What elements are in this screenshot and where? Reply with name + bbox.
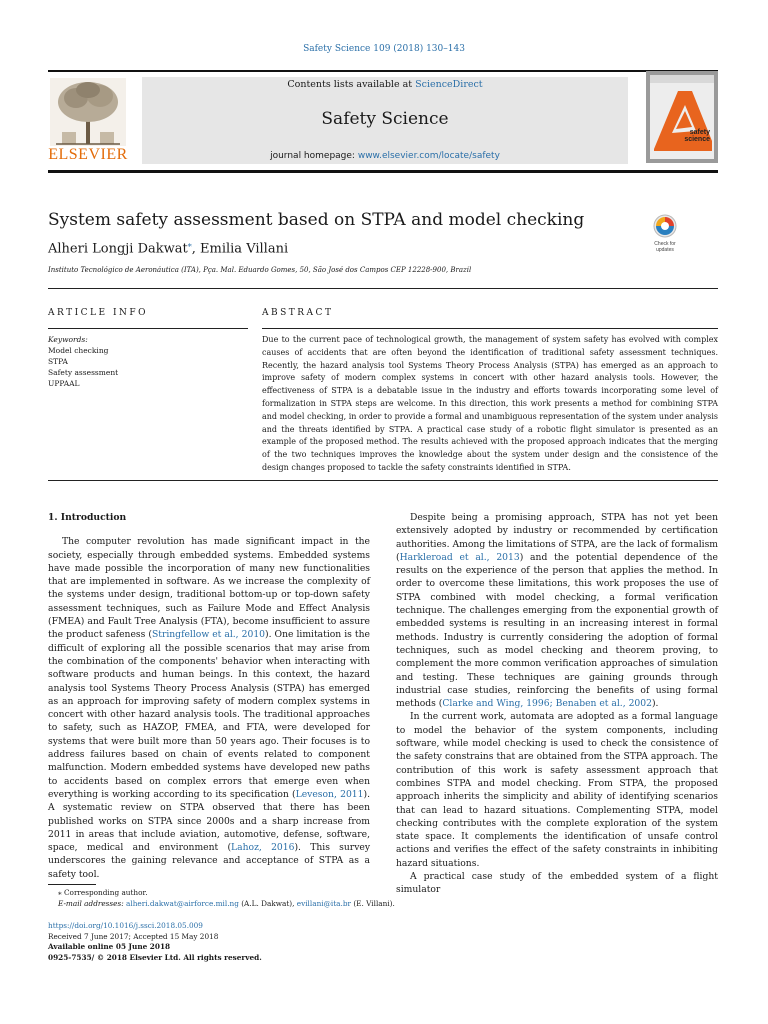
paragraph-text: ). xyxy=(651,698,659,710)
check-for-updates-icon xyxy=(648,214,682,238)
received-dates: Received 7 June 2017; Accepted 15 May 2018 xyxy=(48,932,219,941)
article-title: System safety assessment based on STPA and model checking xyxy=(48,210,585,230)
keyword-item: Model checking xyxy=(48,346,109,355)
abstract-text: Due to the current pace of technological growth, the management of system safety has evolved with complex causes of accidents that are often beyond the identification of traditional safety assessment techniques. Recently, the hazard analysis tool Systems Theory Process Analysis (STPA) has emerged as an approach to improve safety of modern complex systems in concert with other hazard analysis tools. However, the effectiveness of STPA is a debatable issue in the industry and efforts towards incorporating some level of formalization in STPA steps are welcome. In this direction, this work presents a method for combining STPA and model checking, in order to provide a formal and unambiguous representation of the system under analysis and the threats identified by STPA. A practical case study of a robotic flight simulator is presented as an example of the proposed method. The results achieved with the proposed approach indicates that the merging of the two techniques improves the knowledge about the system under design and the consistence of the design changes proposed to tackle the safety constraints identified in STPA. xyxy=(262,335,718,472)
header-bottom-rule xyxy=(48,170,718,173)
abstract-heading: ABSTRACT xyxy=(262,308,334,318)
journal-reference-link[interactable]: Safety Science 109 (2018) 130–143 xyxy=(303,44,465,54)
keyword-item: STPA xyxy=(48,357,68,366)
citation-link[interactable]: Stringfellow et al., 2010 xyxy=(151,629,266,641)
email-label: E-mail addresses: xyxy=(58,899,127,908)
keyword-item: UPPAAL xyxy=(48,379,80,388)
body-paragraph xyxy=(48,535,370,881)
title-divider xyxy=(48,288,718,289)
abstract-divider xyxy=(48,480,718,481)
corresponding-author-note: ⁎ Corresponding author. xyxy=(58,888,148,897)
journal-name: Safety Science xyxy=(321,109,449,129)
check-for-updates-badge[interactable] xyxy=(648,214,682,253)
citation-link[interactable]: Harkleroad et al., 2013 xyxy=(399,551,520,563)
homepage-link[interactable]: www.elsevier.com/locate/safety xyxy=(357,151,500,161)
sciencedirect-link[interactable]: ScienceDirect xyxy=(415,79,483,90)
paragraph-text: ). One limitation is the difficult of exploring all the possible scenarios that may arise from the combination of the components' behavior when interacting with software products and human beings. In this context, the hazard analysis tool Systems Theory Process Analysis (STPA) has emerged as an approach for improving safety of modern complex systems in concert with other hazard analysis tools. The traditional approaches to safety, such as HAZOP, FMEA, and FTA, were developed for systems that were built more than 50 years ago. Their focuses is to address failures based on chain of events related to component malfunction. Modern embedded systems have developed new paths to accidents based on complex errors that emerge even when everything is working according to its specification ( xyxy=(48,629,370,800)
paragraph-text: The computer revolution has made significant impact in the society, especially through embedded systems. Embedded systems have made possible the incorporation of many new functionalities that are implemented in software. As we increase the complexity of the systems under design, traditional bottom-up or top-down safety assessment techniques, such as Failure Mode and Effect Analysis (FMEA) and Fault Tree Analysis (FTA), become insufficient to assure the product safeness ( xyxy=(48,536,370,641)
author-affiliation: Instituto Tecnológico de Aeronáutica (ITA), Pça. Mal. Eduardo Gomes, 50, São José dos Campos CEP 12228-900, Brazil xyxy=(48,266,472,274)
article-info-heading: ARTICLE INFO xyxy=(48,308,149,318)
elsevier-wordmark: ELSEVIER xyxy=(48,146,128,163)
citation-link[interactable]: Leveson, 2011 xyxy=(295,788,364,800)
author-name: Alheri Longji Dakwat xyxy=(48,241,188,257)
email-line xyxy=(58,899,395,910)
doi-link[interactable]: https://doi.org/10.1016/j.ssci.2018.05.009 xyxy=(48,921,203,930)
author-name: Emilia Villani xyxy=(200,241,289,257)
contents-prefix: Contents lists available at xyxy=(287,79,416,90)
keywords-block xyxy=(48,334,118,389)
journal-homepage-line xyxy=(142,151,628,161)
homepage-prefix: journal homepage: xyxy=(270,151,358,161)
paragraph-text: ). This survey underscores the gaining relevance and acceptance of STPA as a safety tool. xyxy=(48,842,371,880)
paragraph-text: ). A systematic review on STPA observed that there has been published works on STPA since 2000s and a sharp increase from 2011 in areas that include aviation, automotive, defense, software, space, medical and environment ( xyxy=(48,788,370,854)
author-list xyxy=(48,240,288,256)
available-online: Available online 05 June 2018 xyxy=(48,942,171,951)
safety-science-cover-icon xyxy=(646,71,718,163)
email-link[interactable]: alheri.dakwat@airforce.mil.ng xyxy=(126,899,239,908)
body-right-column xyxy=(396,511,718,897)
citation-link[interactable]: Lahoz, 2016 xyxy=(231,842,295,854)
header-top-rule xyxy=(48,70,718,72)
keyword-item: Safety assessment xyxy=(48,368,119,377)
cover-title xyxy=(684,129,710,143)
paragraph-text: Despite being a promising approach, STPA has not yet been extensively adopted by industry or recommended by certification authorities. Among the limitations of STPA, are the lack of formalism ( xyxy=(396,512,718,563)
body-left-column xyxy=(48,511,370,881)
abstract-rule xyxy=(262,328,718,329)
elsevier-logo xyxy=(48,76,128,164)
citation-link[interactable]: Clarke and Wing, 1996; Benaben et al., 2002 xyxy=(442,698,652,710)
cover-title-line1: safety xyxy=(689,129,710,136)
journal-reference[interactable] xyxy=(0,44,768,54)
journal-cover-image[interactable] xyxy=(646,71,718,163)
footnote-rule xyxy=(48,884,96,885)
copyright-line: 0925-7535/ © 2018 Elsevier Ltd. All rights reserved. xyxy=(48,953,262,962)
paragraph-text: ) and the potential dependence of the results on the experience of the person that applies the method. In order to overcome these limitations, this work proposes the use of STPA combined with model checking, a formal verification technique. The challenges emerging from the exponential growth of embedded systems is resulting in an increasing interest in formal methods. Industry is currently considering the adoption of formal techniques, such as model checking and theorem proving, to complement the more common verification approaches of simulation and testing. These techniques are gaining grounds through industrial case studies, reinforcing the benefits of using formal methods ( xyxy=(396,551,718,710)
email-owner: (E. Villani). xyxy=(351,899,395,908)
author-separator: , xyxy=(191,241,201,257)
email-owner: (A.L. Dakwat), xyxy=(238,899,297,908)
corresponding-author-mark[interactable]: ⁎ xyxy=(187,240,192,249)
elsevier-tree-icon xyxy=(48,76,128,148)
article-info-rule xyxy=(48,328,248,329)
body-paragraph xyxy=(396,511,718,710)
contents-line xyxy=(142,79,628,90)
body-paragraph: A practical case study of the embedded system of a flight simulator xyxy=(396,871,718,896)
keywords-label: Keywords: xyxy=(48,335,88,344)
body-paragraph: In the current work, automata are adopted as a formal language to model the behavior of the system components, including software, while model checking is used to check the consistence of the safety constrains that are obtained from the STPA approach. The contribution of this work is safety assessment approach that combines STPA and model checking. From STPA, the proposed approach inherits the simplicity and ability of identifying scenarios that can lead to hazard situations. Complementing STPA, model checking contributes with the complete exploration of the system state space. It complements the identification of unsafe control actions and verifies the effect of the safety constraints in inhibiting hazard situations. xyxy=(396,711,718,869)
section-heading: 1. Introduction xyxy=(48,512,127,523)
cover-title-line2: science xyxy=(684,136,710,143)
email-link[interactable]: evillani@ita.br xyxy=(296,899,351,908)
check-for-updates-label: Check for updates xyxy=(654,241,676,253)
